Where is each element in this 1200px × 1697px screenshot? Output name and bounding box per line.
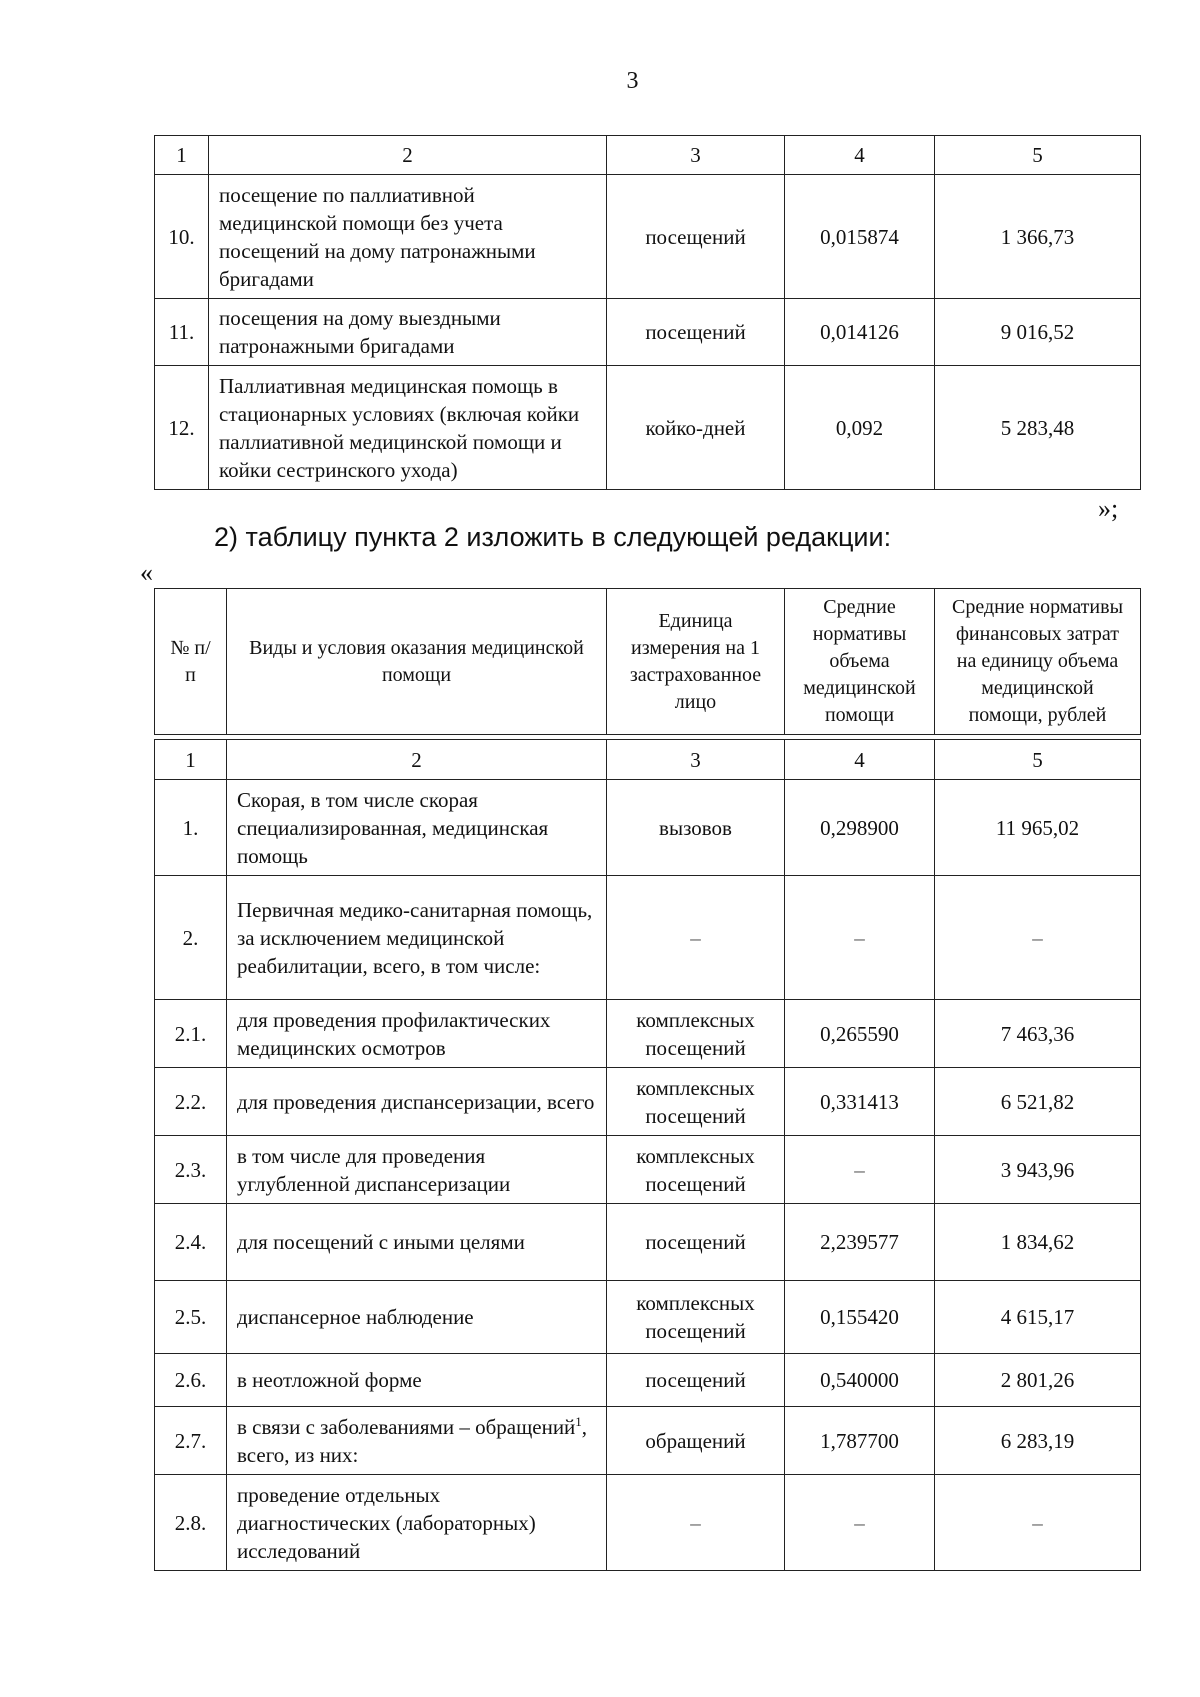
row-description: Первичная медико-санитарная помощь, за исключением медицинской реабилитации, всего, в том числе:	[227, 876, 607, 1000]
opening-quote: «	[140, 558, 153, 587]
header-unit: Единица измерения на 1 застрахованное лицо	[607, 589, 785, 735]
row-volume: 0,014126	[785, 299, 935, 366]
table-main	[154, 739, 1141, 1571]
closing-quote: »;	[1098, 494, 1119, 523]
row-cost: 6 521,82	[935, 1068, 1141, 1136]
row-unit: обращений	[607, 1407, 785, 1475]
row-volume: 0,092	[785, 366, 935, 490]
row-cost: 1 834,62	[935, 1204, 1141, 1281]
row-description: в неотложной форме	[227, 1354, 607, 1407]
row-cost: 6 283,19	[935, 1407, 1141, 1475]
row-cost: 5 283,48	[935, 366, 1141, 490]
row-description	[227, 1407, 607, 1475]
row-unit: комплексных посещений	[607, 1068, 785, 1136]
row-number: 2.1.	[155, 1000, 227, 1068]
page-number: 3	[626, 68, 639, 94]
row-number: 2.5.	[155, 1281, 227, 1354]
column-number: 1	[155, 136, 209, 175]
row-volume: 0,155420	[785, 1281, 935, 1354]
row-unit: посещений	[607, 1204, 785, 1281]
column-number: 4	[785, 136, 935, 175]
row-description: Паллиативная медицинская помощь в стационарных условиях (включая койки паллиативной медицинской помощи и койки сестринского ухода)	[209, 366, 607, 490]
row-number: 2.6.	[155, 1354, 227, 1407]
row-description-text: в связи с заболеваниями – обращений	[237, 1414, 576, 1439]
table-row	[155, 1068, 1141, 1136]
row-volume: –	[785, 1136, 935, 1204]
column-number: 2	[227, 740, 607, 780]
column-number: 5	[935, 136, 1141, 175]
row-cost: 7 463,36	[935, 1000, 1141, 1068]
row-number: 2.	[155, 876, 227, 1000]
table-row	[155, 1281, 1141, 1354]
row-cost: –	[935, 1475, 1141, 1571]
row-number: 2.8.	[155, 1475, 227, 1571]
row-volume: 0,298900	[785, 780, 935, 876]
row-volume: 0,265590	[785, 1000, 935, 1068]
row-volume: –	[785, 1475, 935, 1571]
row-unit: посещений	[607, 299, 785, 366]
row-volume: 0,331413	[785, 1068, 935, 1136]
table-row	[155, 366, 1141, 490]
row-cost: –	[935, 876, 1141, 1000]
column-number-row	[155, 740, 1141, 780]
row-number: 2.2.	[155, 1068, 227, 1136]
amendment-paragraph: 2) таблицу пункта 2 изложить в следующей редакции:	[214, 522, 892, 552]
row-volume: 0,015874	[785, 175, 935, 299]
header-volume: Средние нормативы объема медицинской помощи	[785, 589, 935, 735]
table-row	[155, 1354, 1141, 1407]
row-volume: 1,787700	[785, 1407, 935, 1475]
table-row	[155, 876, 1141, 1000]
row-cost: 2 801,26	[935, 1354, 1141, 1407]
table-row	[155, 1475, 1141, 1571]
row-number: 1.	[155, 780, 227, 876]
column-number: 2	[209, 136, 607, 175]
row-unit: –	[607, 876, 785, 1000]
header-cost: Средние нормативы финансовых затрат на единицу объема медицинской помощи, рублей	[935, 589, 1141, 735]
row-cost: 4 615,17	[935, 1281, 1141, 1354]
row-description: диспансерное наблюдение	[227, 1281, 607, 1354]
column-number: 1	[155, 740, 227, 780]
row-number: 2.7.	[155, 1407, 227, 1475]
row-unit: посещений	[607, 1354, 785, 1407]
row-number: 10.	[155, 175, 209, 299]
row-number: 12.	[155, 366, 209, 490]
row-number: 2.3.	[155, 1136, 227, 1204]
row-description: в том числе для проведения углубленной диспансеризации	[227, 1136, 607, 1204]
row-volume: –	[785, 876, 935, 1000]
table-header	[154, 588, 1141, 735]
column-number: 3	[607, 740, 785, 780]
table-row	[155, 1136, 1141, 1204]
row-unit: вызовов	[607, 780, 785, 876]
row-description: для посещений с иными целями	[227, 1204, 607, 1281]
column-number-row	[155, 136, 1141, 175]
row-unit: комплексных посещений	[607, 1000, 785, 1068]
table-row	[155, 175, 1141, 299]
column-number: 4	[785, 740, 935, 780]
row-description: посещения на дому выездными патронажными бригадами	[209, 299, 607, 366]
table-row	[155, 1204, 1141, 1281]
row-description: для проведения профилактических медицинских осмотров	[227, 1000, 607, 1068]
table-continuation	[154, 135, 1141, 490]
row-unit: койко-дней	[607, 366, 785, 490]
row-cost: 3 943,96	[935, 1136, 1141, 1204]
row-cost: 11 965,02	[935, 780, 1141, 876]
row-cost: 9 016,52	[935, 299, 1141, 366]
row-description: Скорая, в том числе скорая специализированная, медицинская помощь	[227, 780, 607, 876]
row-number: 2.4.	[155, 1204, 227, 1281]
table-row	[155, 1000, 1141, 1068]
row-volume: 2,239577	[785, 1204, 935, 1281]
row-unit: посещений	[607, 175, 785, 299]
row-cost: 1 366,73	[935, 175, 1141, 299]
row-description-text: , всего, из них:	[237, 1414, 588, 1467]
footnote-marker: 1	[575, 1413, 582, 1429]
column-number: 5	[935, 740, 1141, 780]
header-num: № п/п	[155, 589, 227, 735]
row-volume: 0,540000	[785, 1354, 935, 1407]
table-row	[155, 299, 1141, 366]
table-row	[155, 780, 1141, 876]
row-description: посещение по паллиативной медицинской помощи без учета посещений на дому патронажными бригадами	[209, 175, 607, 299]
row-unit: комплексных посещений	[607, 1281, 785, 1354]
row-description: проведение отдельных диагностических (лабораторных) исследований	[227, 1475, 607, 1571]
header-desc: Виды и условия оказания медицинской помощи	[227, 589, 607, 735]
table-row	[155, 1407, 1141, 1475]
column-number: 3	[607, 136, 785, 175]
row-description: для проведения диспансеризации, всего	[227, 1068, 607, 1136]
row-unit: –	[607, 1475, 785, 1571]
row-number: 11.	[155, 299, 209, 366]
row-unit: комплексных посещений	[607, 1136, 785, 1204]
